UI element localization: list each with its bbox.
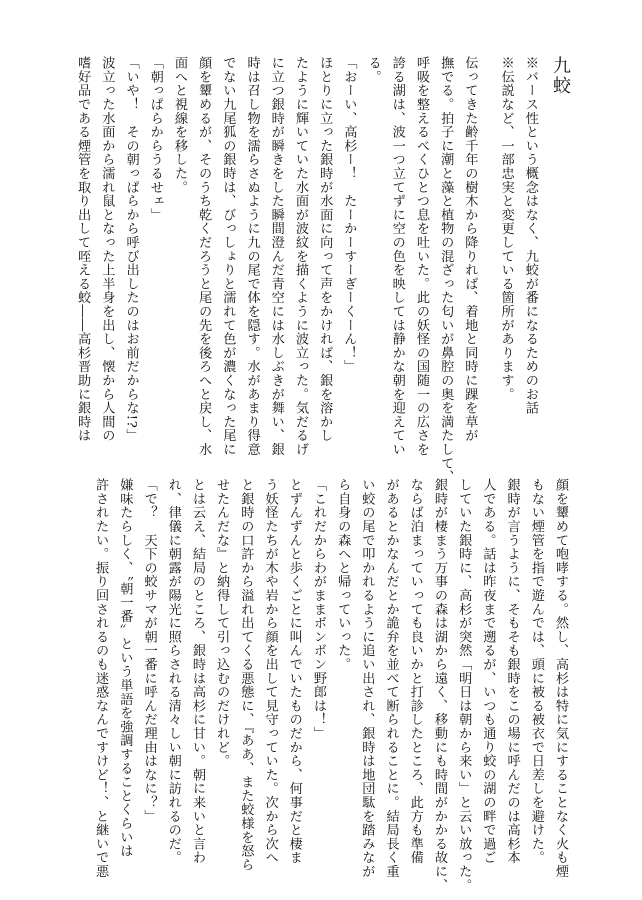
text-line: 「これだからわがままボンボン野郎は！」: [310, 478, 326, 741]
text-line: 波立った水面から濡れ鼠となった上半身を出し、懐から人間の: [99, 56, 115, 443]
text-line: せたんだな』と納得して引っ込むのだけれど。: [214, 478, 230, 768]
lower-text-block: [88, 478, 572, 892]
text-line: 人である。話は昨夜まで遡るが、いつも通り蛟の湖の畔で過ご: [480, 478, 496, 865]
text-line: 「おーい、高杉ー！ たーかーすーぎーくーん！」: [341, 56, 357, 374]
text-line: でない九尾狐の銀時は、びっしょりと濡れて色が濃くなった尾に: [220, 56, 236, 457]
text-line: 呼吸を整えるべくひとつ息を吐いた。此の妖怪の国随一の広さを: [413, 56, 429, 457]
text-line: 面へと視線を移した。: [171, 56, 187, 194]
text-line: たように輝いていた水面が波紋を描くように波立った。気だるげ: [292, 56, 308, 457]
text-line: 嫌味たらしく、〝朝一番〟という単語を強調することくらいは: [117, 478, 133, 858]
text-line: い蛟の尾で叩かれるように追い出され、銀時は地団駄を踏みなが: [359, 478, 375, 879]
chapter-title: 九蛟: [550, 56, 571, 96]
text-line: 銀時が棲まう万事の森は湖から遠く、移動にも時間がかかる故に、: [431, 478, 447, 892]
text-line: 銀時が言うように、そもそも銀時をこの場に呼んだのは高杉本: [504, 478, 520, 865]
text-line: 撫でる。拍子に潮と藻と植物の混ざった匂いが鼻腔の奥を満たして、: [438, 56, 454, 484]
text-line: していた銀時に、高杉が突然「明日は朝から来い」と云い放った。: [456, 478, 472, 892]
text-line: と銀時の口許から溢れ出てくる悪態に、『ああ、また蛟様を怒ら: [238, 478, 254, 872]
text-line: に立つ銀時が瞬きをした瞬間澄んだ青空には水しぶきが舞い、銀: [268, 56, 284, 457]
text-line: 「で？ 天下の蛟サマが朝一番に呼んだ理由はなに？」: [141, 478, 157, 823]
paragraph-gap: [481, 56, 493, 438]
text-line: とずんずんと歩くごとに叫んでいたものだから、何事だと棲ま: [286, 478, 302, 865]
text-line: 「朝っぱらからうるせェ」: [147, 56, 163, 222]
text-line: 誇る湖は、波一つ立てずに空の色を映しては静かな朝を迎えてい: [389, 56, 405, 457]
text-line: 嗜好品である煙管を取り出して咥える蛟――高杉晋助に銀時は: [75, 56, 91, 443]
text-line: 許されたい。振り回されるのも迷惑なんですけど！、と継いで悪: [93, 478, 109, 879]
text-line: れ、律儀に朝露が陽光に照らされる清々しい朝に訪れるのだ。: [165, 478, 181, 865]
text-line: 伝ってきた齢千年の樹木から降りれば、着地と同時に踝を草が: [462, 56, 478, 443]
text-line: ほとりに立った銀時が水面に向って声をかければ、銀を溶かし: [317, 56, 333, 443]
text-line: とは云え、結局のところ、銀時は高杉に甘い。朝に来いと言わ: [189, 478, 205, 865]
text-line: ら自身の森へと帰っていった。: [335, 478, 351, 672]
text-line: う妖怪たちが木や岩から顔を出して見守っていた。次から次へ: [262, 478, 278, 865]
text-line: 顔を顰めるが、そのうち乾くだろうと尾の先を後ろへと戻し、水: [196, 56, 212, 457]
text-line: 時は召し物を濡らさぬように九の尾で体を隠す。水があまり得意: [244, 56, 260, 457]
author-note: ※伝説など、一部忠実と変更している箇所があります。: [498, 56, 514, 401]
text-line: る。: [365, 56, 381, 84]
text-line: もない煙管を指で遊んでは、頭に被る被衣で日差しを避けた。: [528, 478, 544, 865]
upper-text-block: [70, 56, 572, 484]
text-line: 「いや！ その朝っぱらから呼び出したのはお前だからな!?」: [123, 56, 139, 443]
author-note: ※バース性という概念はなく、九蛟が番になるためのお話: [522, 56, 538, 415]
text-line: ならば泊まっていっても良いかと打診したところ、此方も準備: [407, 478, 423, 865]
text-line: 顔を顰めて咆哮する。然し、高杉は特に気にすることなく火も煙: [553, 478, 568, 879]
text-line: があるとかなんだとか詭弁を並べて断られることに。結局長く重: [383, 478, 399, 879]
